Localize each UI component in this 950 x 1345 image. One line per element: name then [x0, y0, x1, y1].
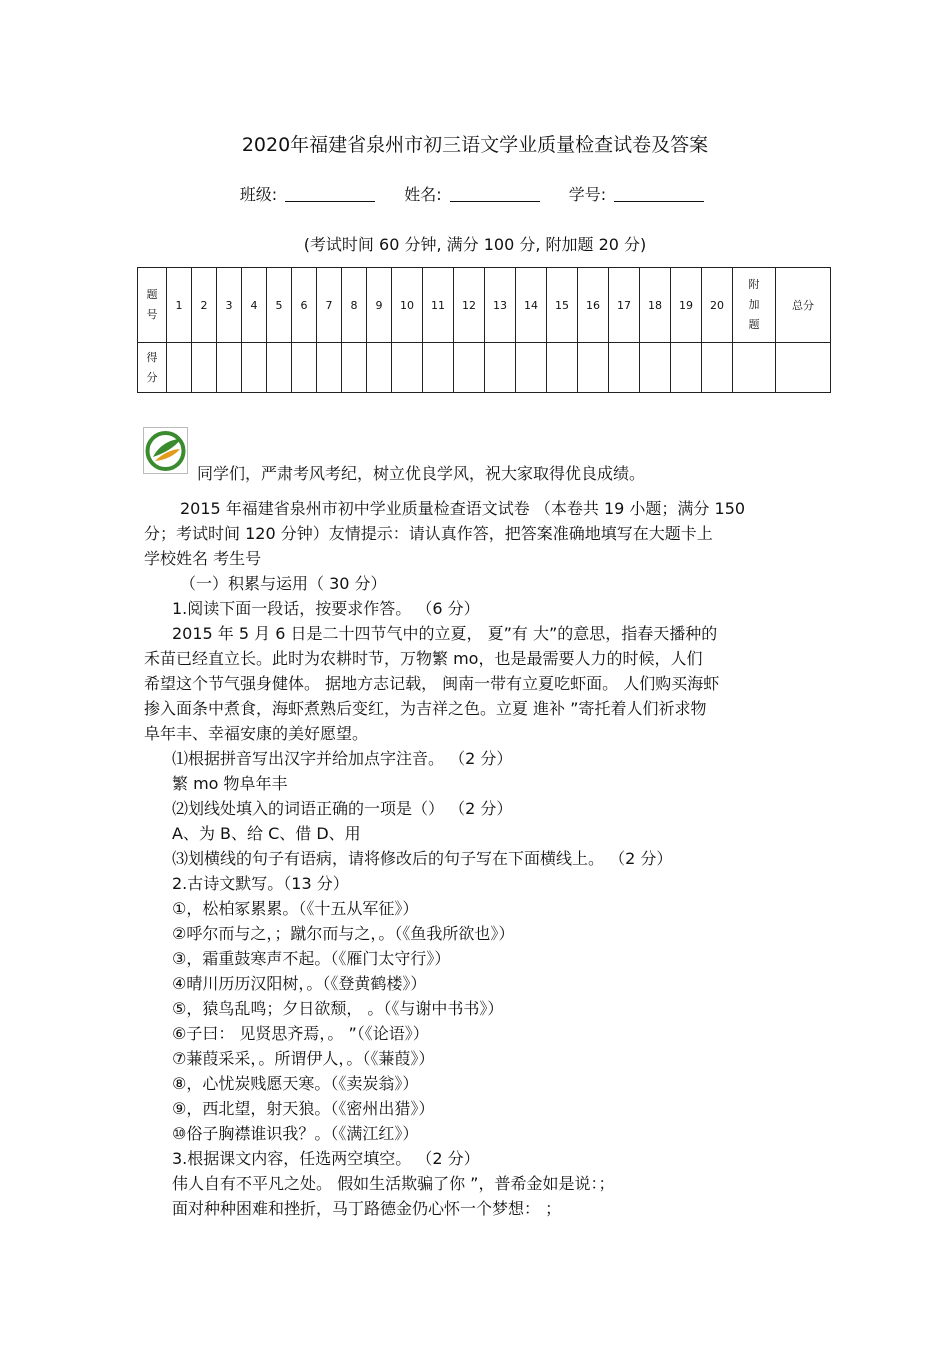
score-cell[interactable] — [609, 343, 640, 393]
student-id-label: 学号: — [568, 185, 607, 204]
score-table — [137, 267, 831, 393]
sub-question: ⑵划线处填入的词语正确的一项是（） （2 分） — [172, 799, 513, 818]
paragraph-line: 禾苗已经直立长。此时为农耕时节，万物繁 mo，也是最需要人力的时候，人们 — [144, 649, 703, 668]
score-cell[interactable] — [640, 343, 671, 393]
paragraph-line: 2015 年 5 月 6 日是二十四节气中的立夏， 夏”有 大”的意思，指春天播种的 — [172, 624, 718, 643]
question-heading: 1.阅读下面一段话，按要求作答。 （6 分） — [172, 599, 480, 618]
question-number-cell: 13 — [485, 268, 516, 343]
paragraph-line: 希望这个节气强身健体。 据地方志记载， 闽南一带有立夏吃虾面。 人们购买海虾 — [144, 674, 720, 693]
total-score-cell[interactable] — [776, 343, 831, 393]
score-cell[interactable] — [367, 343, 392, 393]
score-cell[interactable] — [267, 343, 292, 393]
poem-item: ①，松柏冢累累。（《十五从军征》） — [172, 899, 419, 918]
question-number-cell: 19 — [671, 268, 702, 343]
question-number-cell: 20 — [702, 268, 733, 343]
poem-item: ⑦蒹葭采采，。所谓伊人，。（《蒹葭》） — [172, 1049, 435, 1068]
paragraph-line: 掺入面条中煮食，海虾煮熟后变红，为吉祥之色。立夏 進补 ”寄托着人们祈求物 — [144, 699, 707, 718]
score-cell[interactable] — [192, 343, 217, 393]
student-info-row — [0, 182, 950, 205]
score-cell[interactable] — [342, 343, 367, 393]
score-cell[interactable] — [423, 343, 454, 393]
score-cell[interactable] — [547, 343, 578, 393]
poem-item: ⑩俗子胸襟谁识我？。（《满江红》） — [172, 1124, 419, 1143]
score-table-header-row — [138, 268, 831, 343]
poem-item: ②呼尔而与之，；蹴尔而与之，。（《鱼我所欲也》） — [172, 924, 515, 943]
score-row-header: 得 分 — [138, 343, 167, 393]
score-table-score-row — [138, 343, 831, 393]
question-number-cell: 11 — [423, 268, 454, 343]
poem-item: ⑧，心忧炭贱愿天寒。（《卖炭翁》） — [172, 1074, 419, 1093]
score-cell[interactable] — [702, 343, 733, 393]
question-number-cell: 7 — [317, 268, 342, 343]
exam-note: (考试时间 60 分钟, 满分 100 分, 附加题 20 分) — [303, 235, 647, 254]
question-number-cell: 8 — [342, 268, 367, 343]
paper-line: 学校姓名 考生号 — [144, 549, 262, 568]
score-cell[interactable] — [454, 343, 485, 393]
score-cell[interactable] — [242, 343, 267, 393]
question-number-cell: 9 — [367, 268, 392, 343]
name-field[interactable] — [450, 185, 540, 202]
score-cell[interactable] — [671, 343, 702, 393]
score-cell[interactable] — [167, 343, 192, 393]
score-cell[interactable] — [578, 343, 609, 393]
question-heading: 2.古诗文默写。（13 分） — [172, 874, 349, 893]
poem-item: ③，霜重鼓寒声不起。（《雁门太守行》） — [172, 949, 451, 968]
paper-line: 分；考试时间 120 分钟）友情提示：请认真作答，把答案准确地填写在大题卡上 — [144, 524, 713, 543]
question-heading: 3.根据课文内容，任选两空填空。 （2 分） — [172, 1149, 480, 1168]
name-label: 姓名: — [404, 185, 442, 204]
sub-question: ⑶划横线的句子有语病，请将修改后的句子写在下面横线上。 （2 分） — [172, 849, 673, 868]
paragraph-line: 阜年丰、幸福安康的美好愿望。 — [144, 724, 369, 743]
class-field[interactable] — [285, 185, 375, 202]
paper-line: 2015 年福建省泉州市初中学业质量检查语文试卷 （本卷共 19 小题；满分 150 — [180, 499, 746, 518]
sub-question-line: 繁 mo 物阜年丰 — [172, 774, 288, 793]
score-cell[interactable] — [516, 343, 547, 393]
student-id-field[interactable] — [614, 185, 704, 202]
question-number-cell: 3 — [217, 268, 242, 343]
score-cell[interactable] — [217, 343, 242, 393]
extra-question-header: 附 加 题 — [733, 268, 776, 343]
question-number-cell: 6 — [292, 268, 317, 343]
total-score-header: 总分 — [776, 268, 831, 343]
question-number-cell: 14 — [516, 268, 547, 343]
extra-score-cell[interactable] — [733, 343, 776, 393]
question-number-cell: 18 — [640, 268, 671, 343]
question-number-cell: 15 — [547, 268, 578, 343]
paragraph-line: 面对种种困难和挫折，马丁路德金仍心怀一个梦想： ； — [172, 1199, 562, 1218]
score-cell[interactable] — [292, 343, 317, 393]
question-number-cell: 1 — [167, 268, 192, 343]
paragraph-line: 伟人自有不平凡之处。 假如生活欺骗了你 ”，普希金如是说：； — [172, 1174, 615, 1193]
score-cell[interactable] — [485, 343, 516, 393]
answer-options: A、为 B、给 C、借 D、用 — [172, 824, 361, 843]
question-number-cell: 12 — [454, 268, 485, 343]
question-number-cell: 2 — [192, 268, 217, 343]
question-number-header: 题 号 — [138, 268, 167, 343]
question-number-cell: 17 — [609, 268, 640, 343]
poem-item: ⑨，西北望，射天狼。（《密州出猎》） — [172, 1099, 435, 1118]
score-cell[interactable] — [392, 343, 423, 393]
question-number-cell: 16 — [578, 268, 609, 343]
question-number-cell: 4 — [242, 268, 267, 343]
sub-question: ⑴根据拼音写出汉字并给加点字注音。 （2 分） — [172, 749, 513, 768]
question-number-cell: 5 — [267, 268, 292, 343]
document-title: 2020年福建省泉州市初三语文学业质量检查试卷及答案 — [241, 134, 709, 156]
school-logo-icon — [143, 427, 188, 474]
class-label: 班级: — [239, 185, 278, 204]
poem-item: ⑤，猿鸟乱鸣；夕日欲颓， 。（《与谢中书书》） — [172, 999, 504, 1018]
greeting-text: 同学们，严肃考风考纪，树立优良学风，祝大家取得优良成绩。 — [197, 464, 646, 483]
question-number-cell: 10 — [392, 268, 423, 343]
poem-item: ⑥子曰： 见贤思齐焉，。 ”（《论语》） — [172, 1024, 429, 1043]
poem-item: ④晴川历历汉阳树，。（《登黄鹤楼》） — [172, 974, 427, 993]
section-heading: （一）积累与运用（ 30 分） — [180, 574, 387, 593]
score-cell[interactable] — [317, 343, 342, 393]
